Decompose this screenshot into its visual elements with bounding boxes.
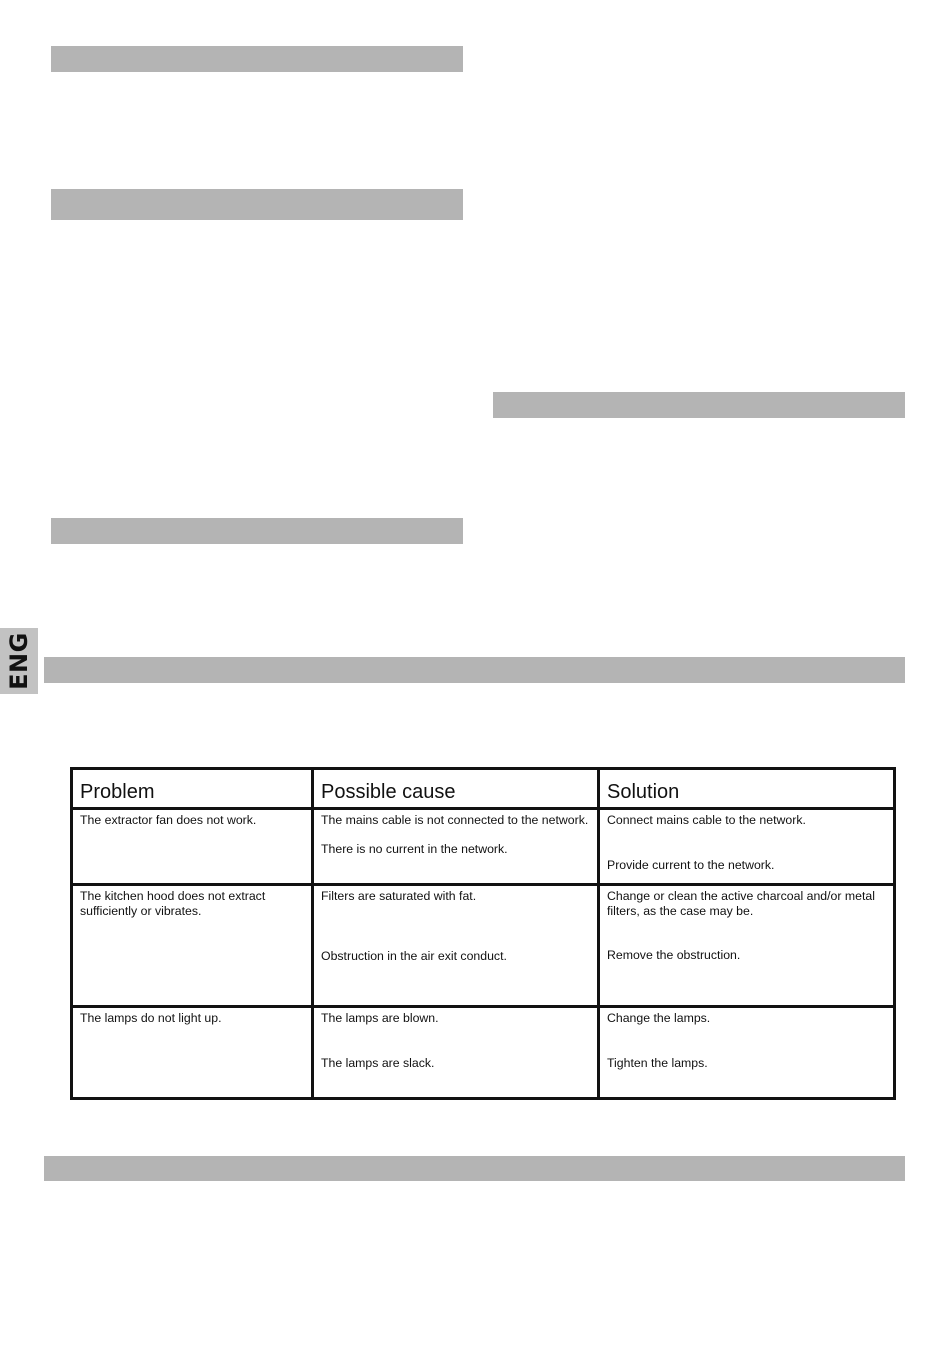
problem-cell [72,1007,313,1099]
section-header-bar [51,518,463,544]
problem-cell [72,885,313,1007]
table-header-row [72,769,895,809]
problem-cell [72,809,313,885]
table-row [72,1007,895,1099]
section-header-bar [493,392,905,418]
solution-text: Change the lamps. [607,1011,711,1025]
solution-text: Remove the obstruction. [607,948,741,962]
cause-text: The lamps are blown. [321,1011,439,1025]
troubleshooting-table [70,767,896,1100]
solution-text: Tighten the lamps. [607,1055,708,1070]
cause-text: Filters are saturated with fat. [321,889,477,903]
column-header-solution: Solution [599,769,895,809]
cause-cell [313,809,599,885]
cause-cell [313,885,599,1007]
cause-cell [313,1007,599,1099]
solution-cell [599,809,895,885]
solution-text: Connect mains cable to the network. [607,813,806,827]
cause-text: The lamps are slack. [321,1055,435,1070]
section-header-bar [44,657,905,683]
cause-text: The mains cable is not connected to the network. [321,813,589,827]
language-tab-label: ENG [5,632,33,690]
problem-text: The extractor fan does not work. [80,813,257,827]
section-header-bar [51,46,463,72]
cause-text: There is no current in the network. [321,841,508,856]
section-header-bar [44,1156,905,1181]
solution-cell [599,885,895,1007]
solution-text: Provide current to the network. [607,857,775,872]
column-header-problem: Problem [72,769,313,809]
column-header-possible-cause: Possible cause [313,769,599,809]
language-tab [0,628,38,694]
table-row [72,885,895,1007]
problem-text: The lamps do not light up. [80,1011,222,1025]
solution-cell [599,1007,895,1099]
solution-text: Change or clean the active charcoal and/or metal filters, as the case may be. [607,889,875,918]
table-row [72,809,895,885]
problem-text: The kitchen hood does not extract sufficiently or vibrates. [80,889,266,918]
cause-text: Obstruction in the air exit conduct. [321,948,507,963]
section-header-bar [51,189,463,220]
